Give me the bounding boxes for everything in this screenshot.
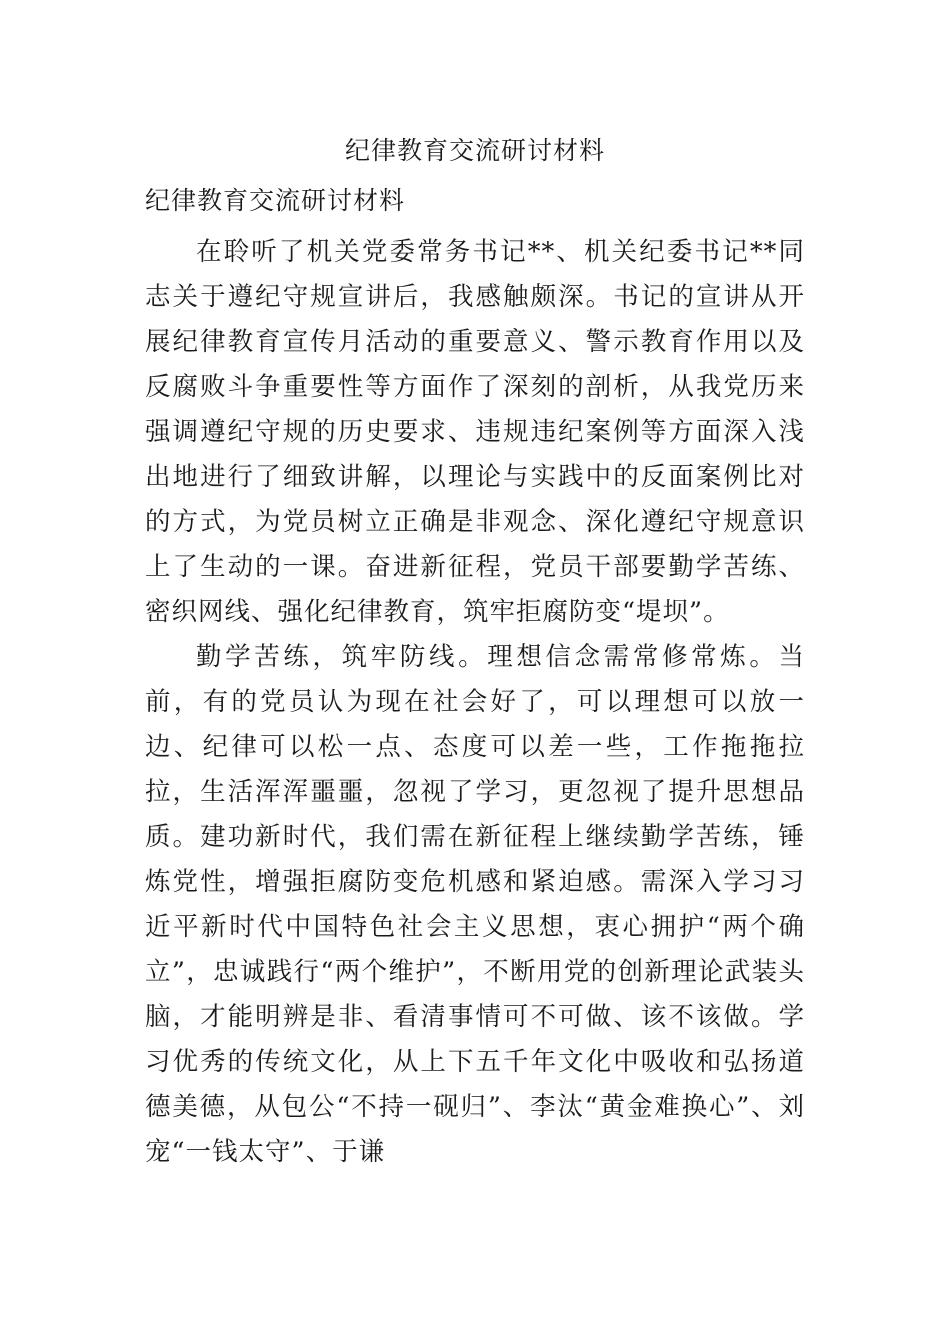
paragraph-intro: 在聆听了机关党委常务书记**、机关纪委书记**同志关于遵纪守规宣讲后，我感触颇深。书记的宣讲从开展纪律教育宣传月活动的重要意义、警示教育作用以及反腐败斗争重要性等方面作了深刻的剖析，从我党历来强调遵纪守规的历史要求、违规违纪案例等方面深入浅出地进行了细致讲解，以理论与实践中的反面案例比对的方式，为党员树立正确是非观念、深化遵纪守规意识上了生动的一课。奋进新征程，党员干部要勤学苦练、密织网线、强化纪律教育，筑牢拒腐防变“堤坝”。: [145, 237, 805, 627]
document-body: [145, 230, 805, 1175]
document-title: 纪律教育交流研讨材料: [344, 136, 605, 165]
paragraph-study: 勤学苦练，筑牢防线。理想信念需常修常炼。当前，有的党员认为现在社会好了，可以理想可以放一边、纪律可以松一点、态度可以差一些，工作拖拖拉拉，生活浑浑噩噩，忽视了学习，更忽视了提升思想品质。建功新时代，我们需在新征程上继续勤学苦练，锤炼党性，增强拒腐防变危机感和紧迫感。需深入学习习近平新时代中国特色社会主义思想，衷心拥护“两个确立”，忠诚践行“两个维护”，不断用党的创新理论武装头脑，才能明辨是非、看清事情可不可做、该不该做。学习优秀的传统文化，从上下五千年文化中吸收和弘扬道德美德，从包公“不持一砚归”、李汰“黄金难换心”、刘宠“一钱太守”、于谦: [145, 642, 805, 1167]
document-subtitle: 纪律教育交流研讨材料: [145, 186, 406, 215]
